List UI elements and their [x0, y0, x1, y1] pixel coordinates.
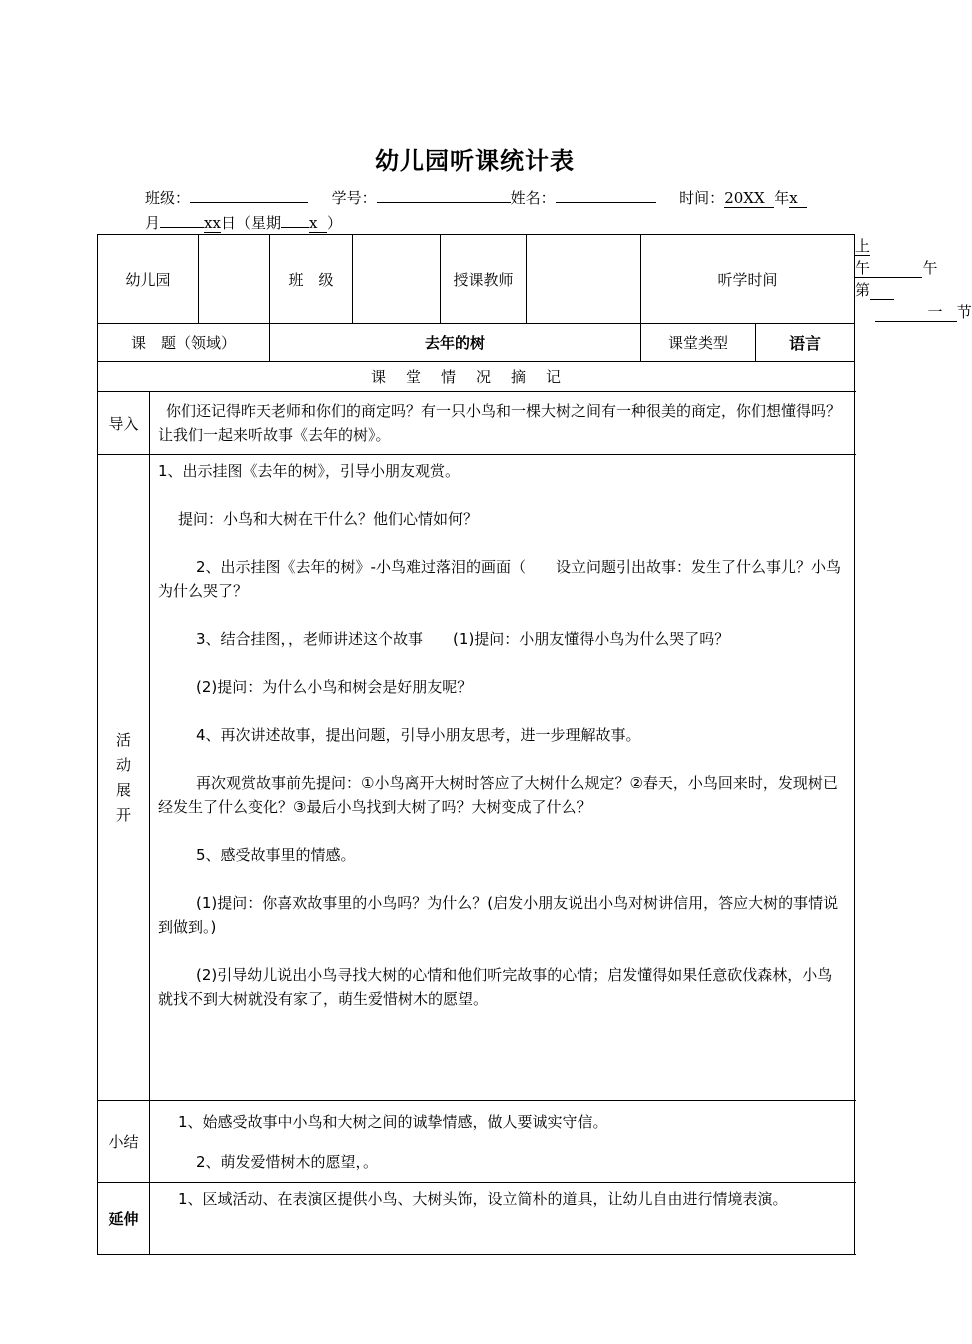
info-line-2: [145, 211, 342, 234]
activity-item: 再次观赏故事前先提问：①小鸟离开大树时答应了大树什么规定？②春天，小鸟回来时，发现树已经发生了什么变化？③最后小鸟找到大树了吗？大树变成了什么？: [158, 774, 838, 816]
kindergarten-value[interactable]: [199, 235, 270, 324]
activity-item: (2)引导幼儿说出小鸟寻找大树的心情和他们听完故事的心情；启发懂得如果任意砍伐森林，小鸟就找不到大树就没有家了，萌生爱惜树木的愿望。: [158, 966, 833, 1008]
month-value: x: [789, 189, 798, 207]
observation-table: [97, 234, 972, 1255]
activity-item: (1)提问：你喜欢故事里的小鸟吗？为什么？(启发小朋友说出小鸟对树讲信用，答应大树的事情说到做到。): [158, 894, 839, 936]
extension-label: 延伸: [98, 1183, 150, 1255]
teacher-value[interactable]: [527, 235, 641, 324]
teacher-label: 授课教师: [441, 235, 527, 324]
kindergarten-label: 幼儿园: [98, 235, 199, 324]
topic-value: 去年的树: [270, 324, 641, 362]
activity-item: 4、再次讲述故事，提出问题，引导小朋友思考，进一步理解故事。: [196, 726, 641, 744]
extension-text: 1、区域活动、在表演区提供小鸟、大树头饰，设立简朴的道具，让幼儿自由进行情境表演。: [178, 1190, 788, 1208]
page-title: 幼儿园听课统计表: [375, 147, 575, 175]
type-cell: [641, 324, 855, 362]
activity-label: 活 动 展 开: [98, 455, 150, 1101]
time-label: 时间：: [679, 189, 725, 207]
day-label: 日（星期: [220, 214, 281, 232]
day-value: xx: [204, 214, 221, 232]
activity-item: 提问：小鸟和大树在干什么？他们心情如何？: [178, 510, 479, 528]
summary-content: [150, 1101, 855, 1183]
year-label: 年: [774, 189, 790, 207]
activity-item: 2、出示挂图《去年的树》-小鸟难过落泪的画面（ 设立问题引出故事：发生了什么事儿？小鸟为什么哭了？: [158, 558, 841, 600]
activity-item: (2)提问：为什么小鸟和树会是好朋友呢？: [196, 678, 473, 696]
student-no-field[interactable]: [377, 186, 511, 203]
student-no-label: 学号：: [331, 189, 377, 207]
name-label: 姓名：: [510, 189, 556, 207]
class-header-label: 班 级: [270, 235, 353, 324]
period-label: 节: [956, 303, 972, 321]
type-value: 语言: [789, 334, 822, 353]
activity-item: 1、出示挂图《去年的树》，引导小朋友观赏。: [158, 462, 461, 480]
activity-content: [150, 455, 855, 1101]
activity-item: 5、感受故事里的情感。: [196, 846, 356, 864]
activity-item: 3、结合挂图，，老师讲述这个故事 (1)提问：小朋友懂得小鸟为什么哭了吗？: [196, 630, 730, 648]
weekday-close: ）: [326, 214, 342, 232]
type-label: 课堂类型: [641, 324, 756, 361]
intro-text: 你们还记得昨天老师和你们的商定吗？有一只小鸟和一棵大树之间有一种很美的商定，你们想懂得吗？让我们一起来听故事《去年的树》。: [158, 402, 842, 444]
topic-label: 课 题（领域）: [98, 324, 270, 362]
weekday-value: x: [308, 214, 318, 232]
class-field[interactable]: [190, 186, 308, 203]
summary-label: 小结: [98, 1101, 150, 1183]
section-title: 课堂情况摘记: [98, 362, 855, 392]
year-value: 20XX: [724, 189, 765, 207]
intro-label: 导入: [98, 392, 150, 455]
summary-item: 2、萌发爱惜树木的愿望，。: [196, 1152, 379, 1171]
class-label: 班级：: [145, 189, 191, 207]
listen-time-label: 听学时间: [641, 235, 855, 324]
name-field[interactable]: [556, 186, 656, 203]
intro-text-cell: [150, 392, 855, 455]
period-value: 一: [927, 303, 943, 321]
am-label: 上午: [855, 237, 871, 277]
pm-label: 午第: [855, 259, 938, 299]
class-header-value[interactable]: [353, 235, 441, 324]
summary-item: 1、始感受故事中小鸟和大树之间的诚挚情感，做人要诚实守信。: [178, 1112, 608, 1131]
info-line-1: [145, 186, 807, 209]
extension-content: [150, 1183, 855, 1255]
month-label: 月: [145, 214, 161, 232]
